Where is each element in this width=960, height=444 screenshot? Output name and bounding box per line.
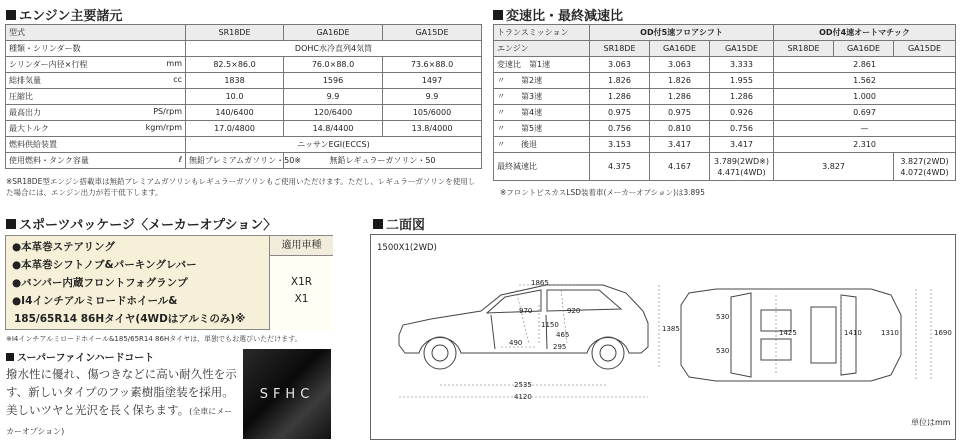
table-cell: 4.375 xyxy=(590,153,650,181)
dim-rear-headroom: 920 xyxy=(567,307,581,315)
row-label: 種類・シリンダー数 xyxy=(6,41,186,57)
unit-label: mm xyxy=(166,59,182,68)
dim-track-rear: 1410 xyxy=(844,329,862,337)
dim-top-530-a: 530 xyxy=(716,313,730,321)
table-header: SR18DE xyxy=(186,25,284,41)
row-label: 最終減速比 xyxy=(494,153,590,181)
table-header: GA15DE xyxy=(710,41,774,57)
dim-width: 1690 xyxy=(934,329,952,337)
sports-package-box xyxy=(5,235,333,330)
table-row xyxy=(6,57,482,73)
unit-label: ℓ xyxy=(178,155,182,164)
table-cell: 3.063 xyxy=(650,57,710,73)
table-row xyxy=(6,41,482,57)
table-header: OD付4速オートマチック xyxy=(774,25,956,41)
table-cell: 76.0×88.0 xyxy=(284,57,383,73)
row-label: 〃 第5速 xyxy=(494,121,590,137)
square-bullet-icon xyxy=(373,219,383,229)
row-label: 最大トルク kgm/rpm xyxy=(6,121,186,137)
applicable-header: 適用車種 xyxy=(270,236,333,256)
dim-legroom: 490 xyxy=(509,339,523,347)
list-item: ●I4インチアルミロードホイール& xyxy=(12,295,178,307)
rear-seat xyxy=(811,307,836,363)
table-cell: 82.5×86.0 xyxy=(186,57,284,73)
table-row xyxy=(494,121,956,137)
table-cell: 0.926 xyxy=(710,105,774,121)
table-cell: 3.333 xyxy=(710,57,774,73)
table-cell: 10.0 xyxy=(186,89,284,105)
table-cell: 0.697 xyxy=(774,105,956,121)
table-row xyxy=(494,89,956,105)
rear-window xyxy=(547,290,621,311)
unit-label: kgm/rpm xyxy=(145,123,182,132)
table-cell: 73.6×88.0 xyxy=(383,57,482,73)
dim-track-front: 1425 xyxy=(779,329,797,337)
table-row xyxy=(494,41,956,57)
table-cell: 3.789(2WD※) 4.471(4WD) xyxy=(710,153,774,181)
table-cell: 2.310 xyxy=(774,137,956,153)
square-bullet-icon xyxy=(493,10,503,20)
row-label: 使用燃料・タンク容量 ℓ xyxy=(6,153,186,169)
row-label: 総排気量 cc xyxy=(6,73,186,89)
table-cell: 17.0/4800 xyxy=(186,121,284,137)
dim-front-headroom: 970 xyxy=(519,307,533,315)
table-cell: 2.861 xyxy=(774,57,956,73)
table-cell: 0.756 xyxy=(710,121,774,137)
table-cell: 3.153 xyxy=(590,137,650,153)
table-cell: 0.810 xyxy=(650,121,710,137)
table-cell: ニッサンEGI(ECCS) xyxy=(186,137,482,153)
table-cell: 13.8/4000 xyxy=(383,121,482,137)
row-label: 燃料供給装置 xyxy=(6,137,186,153)
width-dim-lines xyxy=(916,289,931,381)
table-cell: 1.826 xyxy=(590,73,650,89)
table-cell: 140/6400 xyxy=(186,105,284,121)
engine-section-title: エンジン主要諸元 xyxy=(6,5,122,24)
table-row xyxy=(494,137,956,153)
applicable-model: X1 xyxy=(294,293,309,305)
table-row xyxy=(6,73,482,89)
unit-label: 単位はmm xyxy=(911,418,951,427)
transmission-section-title: 変速比・最終減速比 xyxy=(493,5,623,24)
square-bullet-icon xyxy=(6,353,14,361)
sports-item-list xyxy=(12,238,267,328)
car-body-outline xyxy=(399,285,648,353)
list-item: 185/65R14 86Hタイヤ(4WDはアルミのみ)※ xyxy=(14,313,246,325)
row-label: 〃 第2速 xyxy=(494,73,590,89)
table-header: GA15DE xyxy=(383,25,482,41)
table-cell: 3.417 xyxy=(710,137,774,153)
table-header: SR18DE xyxy=(774,41,834,57)
list-item: ●本革巻シフトノブ&パーキングレバー xyxy=(12,259,197,271)
table-cell: 3.827(2WD) 4.072(4WD) xyxy=(894,153,956,181)
table-cell: 無鉛レギュラーガソリン・50 xyxy=(284,153,482,169)
sports-footnote: ※I4インチアルミロードホイール&185/65R14 86Hタイヤは、単独でもお選びいただけます。 xyxy=(6,335,302,343)
table-cell: 3.063 xyxy=(590,57,650,73)
unit-label: cc xyxy=(173,75,182,84)
table-header: 型式 xyxy=(6,25,186,41)
table-cell: 0.975 xyxy=(590,105,650,121)
engine-footnote: ※SR18DE型エンジン搭載車は無鉛プレミアムガソリンもレギュラーガソリンもご使用いただけます。ただし、レギュラーガソリンを使用した場合には、エンジン出力が若干低下します。 xyxy=(6,177,476,197)
front-wheel-icon xyxy=(424,337,456,369)
row-label: 〃 後退 xyxy=(494,137,590,153)
gear-ratio-table xyxy=(493,24,956,181)
dim-top-530-b: 530 xyxy=(716,347,730,355)
applicable-model: X1R xyxy=(290,276,313,288)
table-cell: 0.756 xyxy=(590,121,650,137)
front-window xyxy=(487,290,541,313)
table-cell: 1.286 xyxy=(590,89,650,105)
coating-description: 撥水性に優れ、傷つきなどに高い耐久性を示す、新しいタイプのフッ素樹脂塗装を採用。美しいツヤと光沢を長く保ちます。(全車にメーカーオプション) xyxy=(6,367,237,436)
windshield-top xyxy=(731,293,751,377)
table-cell: 1.286 xyxy=(650,89,710,105)
table-cell: — xyxy=(774,121,956,137)
dim-height: 1385 xyxy=(662,325,680,333)
table-header: トランスミッション xyxy=(494,25,590,41)
table-cell: 0.975 xyxy=(650,105,710,121)
row-label: 変速比 第1速 xyxy=(494,57,590,73)
dim-roof: 1865 xyxy=(531,279,549,287)
diagram-section-title: 二面図 xyxy=(373,214,425,233)
table-row xyxy=(6,137,482,153)
table-cell: 1497 xyxy=(383,73,482,89)
table-cell: 14.8/4400 xyxy=(284,121,383,137)
table-row xyxy=(6,105,482,121)
sfhc-badge: SFHC xyxy=(243,349,331,439)
dim-seat-height: 1150 xyxy=(541,321,559,329)
dim-wheelbase: 2535 xyxy=(514,381,532,389)
table-row xyxy=(494,153,956,181)
table-cell: DOHC水冷直列4気筒 xyxy=(186,41,482,57)
table-header: OD付5速フロアシフト xyxy=(590,25,774,41)
table-row xyxy=(494,25,956,41)
row-label: 圧縮比 xyxy=(6,89,186,105)
dim-cushion: 465 xyxy=(556,331,570,339)
row-label: 最高出力 PS/rpm xyxy=(6,105,186,121)
table-cell: 無鉛プレミアムガソリン・50※ xyxy=(186,153,284,169)
table-cell: 120/6400 xyxy=(284,105,383,121)
table-cell: 105/6000 xyxy=(383,105,482,121)
table-header: GA16DE xyxy=(834,41,894,57)
table-cell: 9.9 xyxy=(383,89,482,105)
row-label: 〃 第4速 xyxy=(494,105,590,121)
table-header: エンジン xyxy=(494,41,590,57)
dim-length: 4120 xyxy=(514,393,532,401)
table-cell: 4.167 xyxy=(650,153,710,181)
unit-label: PS/rpm xyxy=(153,107,182,116)
car-side-view xyxy=(371,235,957,441)
applicable-models-column xyxy=(269,236,333,330)
transmission-footnote: ※フロントビスカスLSD装着車(メーカーオプション)は3.895 xyxy=(500,188,705,197)
rear-hub-icon xyxy=(600,345,616,361)
table-cell: 1.826 xyxy=(650,73,710,89)
square-bullet-icon xyxy=(6,219,16,229)
table-cell: 1838 xyxy=(186,73,284,89)
table-row xyxy=(494,105,956,121)
table-cell: 1.562 xyxy=(774,73,956,89)
table-cell: 9.9 xyxy=(284,89,383,105)
table-cell: 3.827 xyxy=(774,153,894,181)
rear-wheel-icon xyxy=(592,337,624,369)
table-row xyxy=(494,57,956,73)
row-label: シリンダー内径×行程 mm xyxy=(6,57,186,73)
list-item: ●バンパー内蔵フロントフォグランプ xyxy=(12,277,188,289)
table-header: GA16DE xyxy=(284,25,383,41)
table-header: GA15DE xyxy=(894,41,956,57)
table-row xyxy=(494,73,956,89)
table-header: GA16DE xyxy=(650,41,710,57)
table-row xyxy=(6,121,482,137)
table-row xyxy=(6,153,482,169)
table-cell: 1.286 xyxy=(710,89,774,105)
dim-ground: 295 xyxy=(553,343,567,351)
model-label: 1500X1(2WD) xyxy=(377,243,437,253)
dim-inner-width: 1310 xyxy=(881,329,899,337)
table-header: SR18DE xyxy=(590,41,650,57)
coating-section-title: スーパーファインハードコート xyxy=(6,349,154,364)
table-cell: 3.417 xyxy=(650,137,710,153)
front-hub-icon xyxy=(432,345,448,361)
row-label: 〃 第3速 xyxy=(494,89,590,105)
table-row xyxy=(6,89,482,105)
table-row xyxy=(6,25,482,41)
table-cell: 1596 xyxy=(284,73,383,89)
engine-spec-table xyxy=(5,24,482,169)
table-cell: 1.955 xyxy=(710,73,774,89)
list-item: ●本革巻ステアリング xyxy=(12,241,115,253)
square-bullet-icon xyxy=(6,10,16,20)
sports-section-title: スポーツパッケージ〈メーカーオプション〉 xyxy=(6,214,276,233)
table-cell: 1.000 xyxy=(774,89,956,105)
diagram-frame xyxy=(370,234,956,440)
